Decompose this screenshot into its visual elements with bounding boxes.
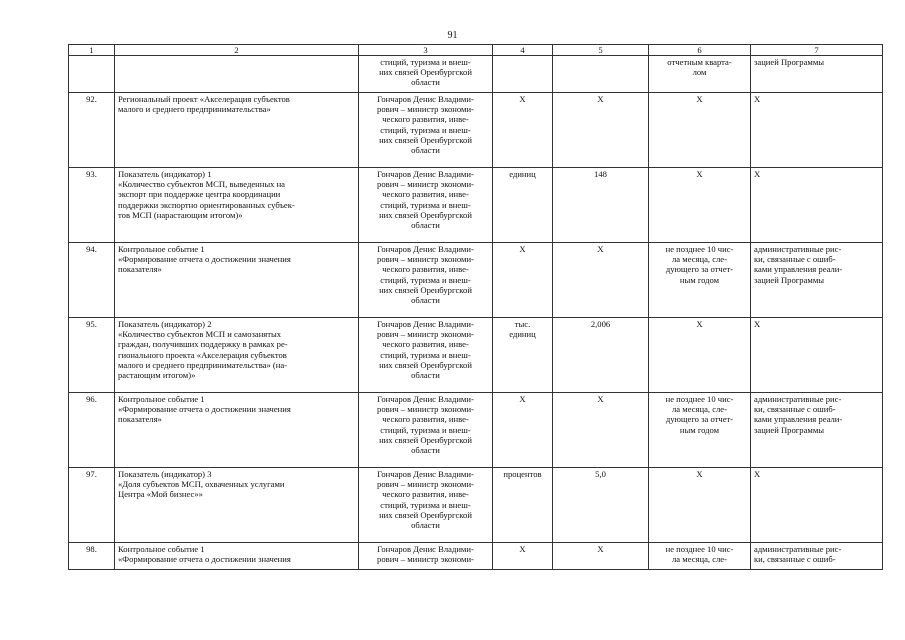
deadline-cell [649, 243, 751, 318]
column-number: 5 [553, 45, 649, 56]
event-name-cell [115, 543, 359, 570]
event-name-text: «Формирование отчета о достижении значения [118, 554, 291, 565]
responsible-person-text: рович – министр экономи- [377, 479, 474, 490]
event-name-text: показателя» [118, 264, 162, 275]
event-name-cell [115, 468, 359, 543]
event-name-text: Контрольное событие 1 [118, 544, 205, 554]
target-value-cell [553, 393, 649, 468]
row-number-cell: 95. [69, 318, 115, 393]
responsible-person-text: Гончаров Денис Владими- [377, 544, 474, 554]
responsible-person-text: рович – министр экономи- [377, 329, 474, 340]
responsible-person-text: стиций, туризма и внеш- [380, 499, 471, 510]
event-name-text: гионального проекта «Акселерация субъектов [118, 349, 287, 360]
row-number-cell: 98. [69, 543, 115, 570]
event-name-text: Центра «Мой бизнес»» [118, 489, 203, 500]
unit-of-measure-text: процентов [503, 469, 542, 479]
unit-of-measure-cell [493, 543, 553, 570]
responsible-person-text: Гончаров Денис Владими- [377, 319, 474, 329]
risks-cell [751, 318, 883, 393]
target-value-cell [553, 318, 649, 393]
deadline-text: не позднее 10 чис- [665, 544, 734, 554]
responsible-person-text: них связей Оренбургской [379, 284, 472, 295]
risks-text: административные рис- [754, 394, 842, 404]
target-value-text: Х [597, 244, 604, 254]
target-value-text: Х [597, 544, 604, 554]
responsible-person-text: стиций, туризма и внеш- [380, 57, 471, 67]
unit-of-measure-cell [493, 168, 553, 243]
unit-of-measure-cell [493, 393, 553, 468]
column-number: 3 [359, 45, 493, 56]
responsible-person-text: области [411, 370, 440, 381]
event-name-text: малого и среднего предпринимательства» [118, 104, 271, 115]
risks-text: ки, связанные с ошиб- [754, 254, 836, 265]
responsible-person-text: Гончаров Денис Владими- [377, 169, 474, 179]
event-name-text: растающим итогом)» [118, 370, 196, 381]
responsible-person-text: них связей Оренбургской [379, 134, 472, 145]
page-number: 91 [447, 30, 458, 41]
table-row [69, 468, 883, 543]
responsible-person-text: ческого развития, инве- [382, 489, 469, 500]
risks-cell [751, 543, 883, 570]
column-number: 1 [69, 45, 115, 56]
deadline-cell [649, 543, 751, 570]
table-row [69, 318, 883, 393]
risks-text: зацией Программы [754, 424, 825, 435]
row-number-cell: 97. [69, 468, 115, 543]
event-name-text: Контрольное событие 1 [118, 394, 205, 404]
target-value-cell [553, 56, 649, 93]
responsible-person-text: ческого развития, инве- [382, 339, 469, 350]
event-name-text: поддержки экспортно ориентированных субъек- [118, 199, 295, 210]
program-table [68, 44, 883, 570]
row-number-cell: 92. [69, 93, 115, 168]
responsible-person-text: рович – министр экономи- [377, 554, 474, 565]
responsible-person-text: области [411, 295, 440, 306]
unit-of-measure-text: единиц [509, 329, 536, 340]
responsible-person-text: рович – министр экономи- [377, 179, 474, 190]
risks-text: Х [754, 169, 761, 179]
deadline-text: Х [696, 94, 703, 104]
column-number: 4 [493, 45, 553, 56]
risks-text: Х [754, 319, 761, 329]
deadline-cell [649, 393, 751, 468]
risks-text: ками управления реали- [754, 264, 843, 275]
responsible-person-text: области [411, 220, 440, 231]
deadline-text: ным годом [679, 424, 720, 435]
deadline-text: не позднее 10 чис- [665, 244, 734, 254]
risks-text: зацией Программы [754, 274, 825, 285]
responsible-person-text: ческого развития, инве- [382, 189, 469, 200]
event-name-cell [115, 93, 359, 168]
deadline-text: Х [696, 169, 703, 179]
deadline-text: ным годом [679, 274, 720, 285]
responsible-person-text: Гончаров Денис Владими- [377, 244, 474, 254]
target-value-cell [553, 468, 649, 543]
event-name-text: Показатель (индикатор) 1 [118, 169, 212, 179]
responsible-person-cell [359, 168, 493, 243]
column-number: 7 [751, 45, 883, 56]
unit-of-measure-cell [493, 93, 553, 168]
risks-text: ки, связанные с ошиб- [754, 554, 836, 565]
responsible-person-text: области [411, 445, 440, 456]
responsible-person-text: Гончаров Денис Владими- [377, 394, 474, 404]
event-name-text: граждан, получивших поддержку в рамках ре- [118, 339, 288, 350]
column-number: 2 [115, 45, 359, 56]
deadline-text: дующего за отчет- [665, 264, 734, 275]
responsible-person-cell [359, 93, 493, 168]
responsible-person-text: Гончаров Денис Владими- [377, 469, 474, 479]
unit-of-measure-cell [493, 56, 553, 93]
risks-text: административные рис- [754, 244, 842, 254]
responsible-person-cell [359, 318, 493, 393]
event-name-text: экспорт при поддержке центра координации [118, 189, 281, 200]
responsible-person-text: стиций, туризма и внеш- [380, 124, 471, 135]
unit-of-measure-text: единиц [509, 169, 536, 179]
risks-cell [751, 168, 883, 243]
deadline-text: не позднее 10 чис- [665, 394, 734, 404]
deadline-text: ла месяца, сле- [672, 554, 727, 565]
responsible-person-text: них связей Оренбургской [379, 209, 472, 220]
deadline-text: ла месяца, сле- [672, 404, 727, 415]
responsible-person-text: стиций, туризма и внеш- [380, 349, 471, 360]
risks-text: Х [754, 469, 761, 479]
responsible-person-text: стиций, туризма и внеш- [380, 424, 471, 435]
responsible-person-cell [359, 243, 493, 318]
responsible-person-text: области [411, 77, 440, 88]
row-number-cell: 96. [69, 393, 115, 468]
deadline-text: дующего за отчет- [665, 414, 734, 425]
table-row [69, 393, 883, 468]
responsible-person-text: области [411, 520, 440, 531]
event-name-cell [115, 168, 359, 243]
responsible-person-text: них связей Оренбургской [379, 359, 472, 370]
deadline-cell [649, 168, 751, 243]
column-number-row [69, 45, 883, 56]
unit-of-measure-text: Х [519, 244, 526, 254]
risks-cell [751, 243, 883, 318]
unit-of-measure-text: тыс. [514, 319, 531, 329]
responsible-person-text: стиций, туризма и внеш- [380, 199, 471, 210]
table-row [69, 93, 883, 168]
responsible-person-text: рович – министр экономи- [377, 104, 474, 115]
unit-of-measure-text: Х [519, 544, 526, 554]
deadline-cell [649, 318, 751, 393]
target-value-text: 148 [594, 169, 607, 179]
event-name-text: Региональный проект «Акселерация субъектов [118, 94, 290, 104]
target-value-cell [553, 93, 649, 168]
responsible-person-text: рович – министр экономи- [377, 404, 474, 415]
risks-cell [751, 393, 883, 468]
responsible-person-text: них связей Оренбургской [379, 434, 472, 445]
risks-text: административные рис- [754, 544, 842, 554]
event-name-cell [115, 318, 359, 393]
event-name-text: «Формирование отчета о достижении значения [118, 254, 291, 265]
unit-of-measure-cell [493, 318, 553, 393]
unit-of-measure-text: Х [519, 394, 526, 404]
responsible-person-cell [359, 543, 493, 570]
row-number-cell: 94. [69, 243, 115, 318]
deadline-text: Х [696, 319, 703, 329]
event-name-text: Показатель (индикатор) 3 [118, 469, 212, 479]
target-value-cell [553, 543, 649, 570]
deadline-text: ла месяца, сле- [672, 254, 727, 265]
target-value-cell [553, 168, 649, 243]
responsible-person-text: стиций, туризма и внеш- [380, 274, 471, 285]
event-name-text: «Количество субъектов МСП и самозанятых [118, 329, 282, 340]
target-value-cell [553, 243, 649, 318]
event-name-cell [115, 393, 359, 468]
target-value-text: Х [597, 94, 604, 104]
responsible-person-text: области [411, 145, 440, 156]
column-number: 6 [649, 45, 751, 56]
risks-text: ки, связанные с ошиб- [754, 404, 836, 415]
responsible-person-text: ческого развития, инве- [382, 414, 469, 425]
event-name-text: «Формирование отчета о достижении значения [118, 404, 291, 415]
responsible-person-text: ческого развития, инве- [382, 114, 469, 125]
event-name-cell [115, 56, 359, 93]
deadline-cell [649, 468, 751, 543]
unit-of-measure-cell [493, 243, 553, 318]
event-name-cell [115, 243, 359, 318]
responsible-person-cell [359, 393, 493, 468]
risks-text: ками управления реали- [754, 414, 843, 425]
responsible-person-cell [359, 468, 493, 543]
responsible-person-text: них связей Оренбургской [379, 509, 472, 520]
event-name-text: «Доля субъектов МСП, охваченных услугами [118, 479, 285, 490]
deadline-cell [649, 56, 751, 93]
target-value-text: 2,006 [590, 319, 611, 329]
deadline-text: Х [696, 469, 703, 479]
risks-text: Х [754, 94, 761, 104]
event-name-text: тов МСП (нарастающим итогом)» [118, 209, 243, 220]
risks-cell [751, 56, 883, 93]
event-name-text: «Количество субъектов МСП, выведенных на [118, 179, 285, 190]
table-row [69, 543, 883, 570]
deadline-text: отчетным кварта- [667, 57, 732, 67]
risks-text: зацией Программы [754, 57, 825, 67]
unit-of-measure-text: Х [519, 94, 526, 104]
responsible-person-text: них связей Оренбургской [379, 67, 472, 78]
row-number-cell [69, 56, 115, 93]
event-name-text: Контрольное событие 1 [118, 244, 205, 254]
table-row [69, 243, 883, 318]
event-name-text: малого и среднего предпринимательства» (на- [118, 359, 288, 370]
unit-of-measure-cell [493, 468, 553, 543]
row-number-cell: 93. [69, 168, 115, 243]
table-row [69, 168, 883, 243]
deadline-text: лом [692, 67, 707, 78]
event-name-text: показателя» [118, 414, 162, 425]
responsible-person-text: ческого развития, инве- [382, 264, 469, 275]
table-row [69, 56, 883, 93]
event-name-text: Показатель (индикатор) 2 [118, 319, 212, 329]
responsible-person-text: Гончаров Денис Владими- [377, 94, 474, 104]
risks-cell [751, 93, 883, 168]
responsible-person-cell [359, 56, 493, 93]
target-value-text: 5,0 [595, 469, 606, 479]
target-value-text: Х [597, 394, 604, 404]
responsible-person-text: рович – министр экономи- [377, 254, 474, 265]
deadline-cell [649, 93, 751, 168]
risks-cell [751, 468, 883, 543]
